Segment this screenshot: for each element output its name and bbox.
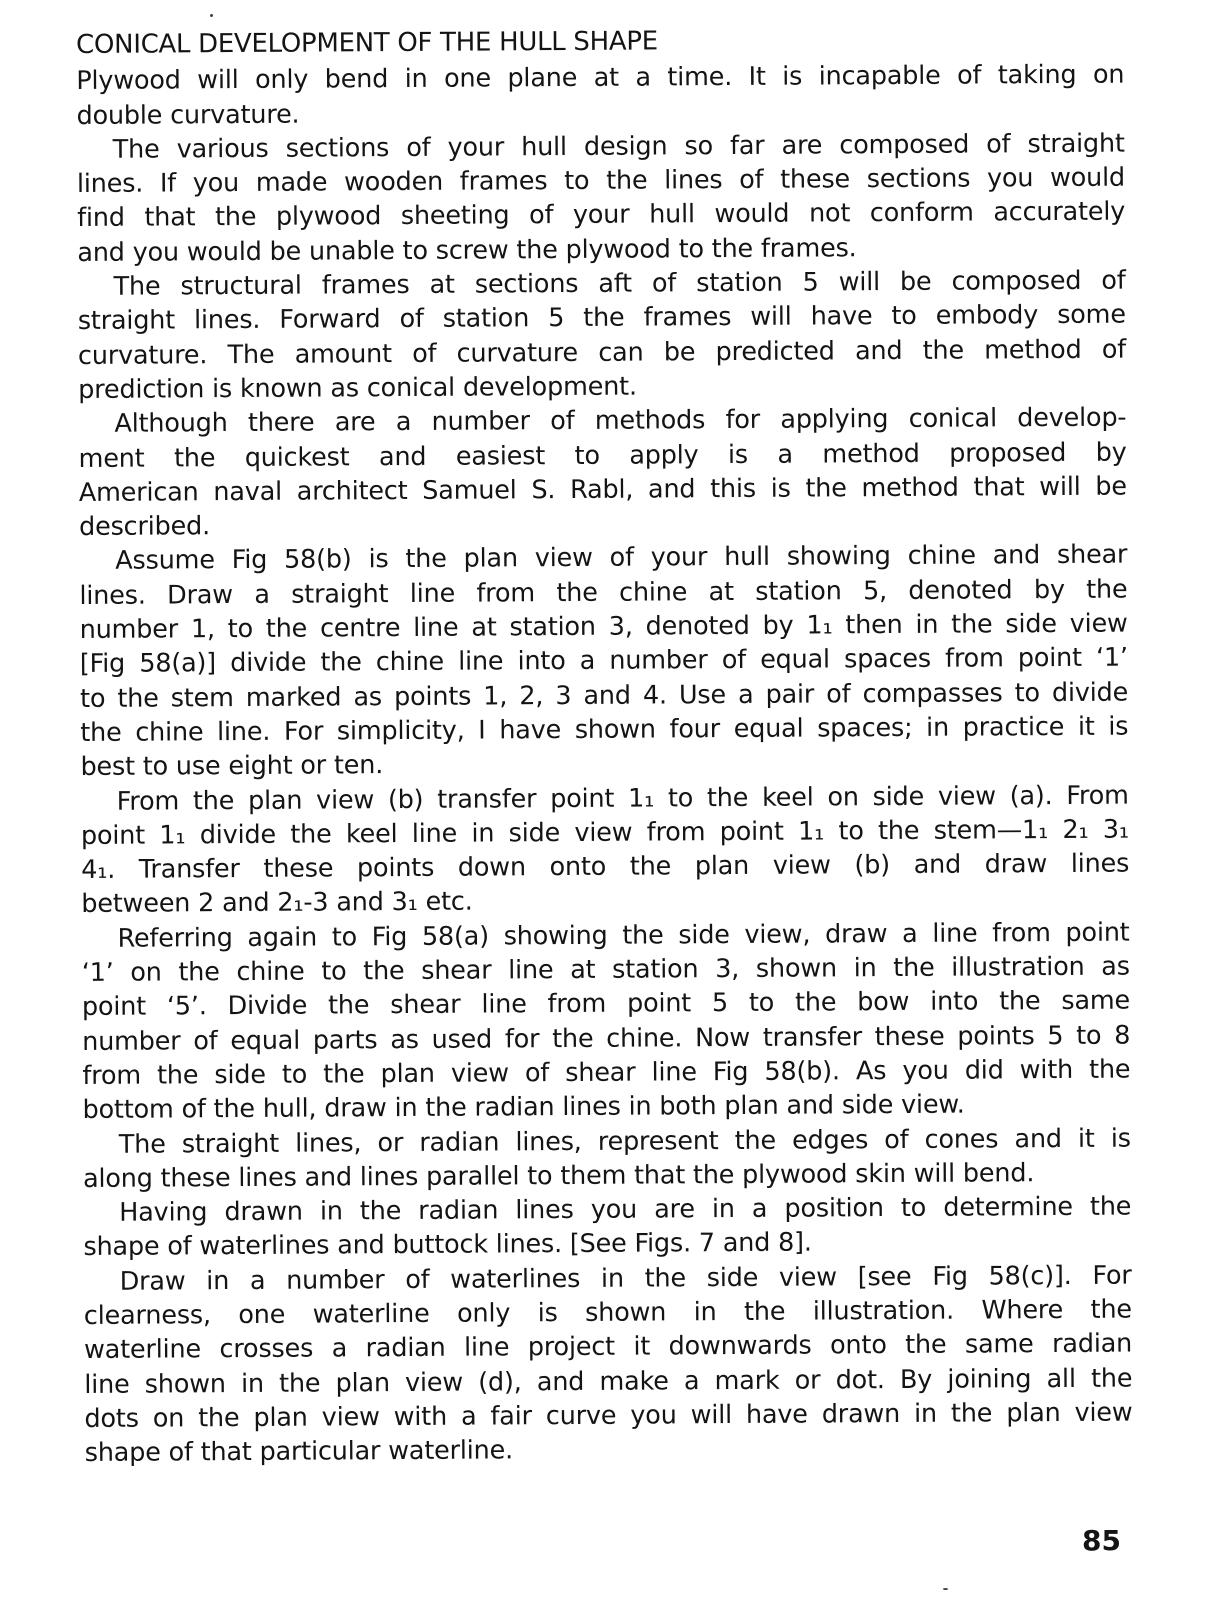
text-line: find that the plywood sheeting of your hull would not conform accurately (77, 197, 1126, 234)
text-line: lines. Draw a straight line from the chine at station 5, denoted by the (79, 574, 1128, 611)
text-line: from the side to the plan view of shear line Fig 58(b). As you did with the (82, 1054, 1131, 1091)
text-line: point 1₁ divide the keel line in side view from point 1₁ to the stem—1₁ 2₁ 3₁ (80, 814, 1130, 851)
paragraph (84, 1258, 1133, 1470)
section-heading: CONICAL DEVELOPMENT OF THE HULL SHAPE (76, 26, 658, 60)
text-line: Draw in a number of waterlines in the side view [see Fig 58(c)]. For (119, 1260, 1132, 1297)
text-line: Plywood will only bend in one plane at a time. It is incapable of taking on (76, 59, 1125, 97)
paragraphs (76, 58, 1133, 1471)
text-line: The structural frames at sections aft of station 5 will be composed of (113, 265, 1126, 302)
text-line: between 2 and 2₁-3 and 3₁ etc. (81, 887, 473, 920)
text-line: 4₁. Transfer these points down onto the plan view (b) and draw lines (81, 848, 1130, 886)
text-line: Referring again to Fig 58(a) showing the side view, draw a line from point (117, 917, 1130, 954)
text-line: Although there are a number of methods for applying conical develop- (114, 402, 1127, 440)
text-line: double curvature. (76, 99, 300, 131)
text-line: described. (78, 511, 211, 543)
text-line: waterline crosses a radian line project it downwards onto the same radian (83, 1328, 1133, 1366)
text-line: dots on the plan view with a fair curve you will have drawn in the plan view (84, 1397, 1133, 1434)
text-line: number 1, to the centre line at station 3, denoted by 1₁ then in the side view (79, 608, 1128, 646)
text-line: American naval architect Samuel S. Rabl, and this is the method that will be (78, 471, 1127, 508)
text-line: Assume Fig 58(b) is the plan view of your hull showing chine and shear (115, 540, 1128, 577)
scan-speck (210, 14, 213, 17)
text-line: Having drawn in the radian lines you are in a position to determine the (119, 1191, 1132, 1228)
text-line: ment the quickest and easiest to apply is a method proposed by (78, 437, 1127, 474)
text-line: bottom of the hull, draw in the radian lines in both plan and side view. (82, 1089, 965, 1126)
text-line: From the plan view (b) transfer point 1₁ to the keel on side view (a). From (116, 780, 1129, 817)
paragraph (78, 401, 1127, 545)
text-line: number of equal parts as used for the chine. Now transfer these points 5 to 8 (82, 1020, 1131, 1057)
page-body (76, 22, 1133, 1471)
text-line: shape of that particular waterline. (84, 1435, 514, 1469)
text-line: best to use eight or ten. (80, 750, 384, 783)
text-line: point ‘5’. Divide the shear line from point 5 to the bow into the same (81, 985, 1131, 1023)
paragraph (77, 264, 1126, 408)
text-line: clearness, one waterline only is shown in the illustration. Where the (83, 1294, 1132, 1331)
text-line: curvature. The amount of curvature can be predicted and the method of (77, 334, 1127, 371)
paragraph (77, 126, 1126, 270)
text-line: the chine line. For simplicity, I have shown four equal spaces; in practice it is (80, 711, 1129, 748)
paragraph (76, 58, 1124, 133)
text-line: prediction is known as conical development. (78, 371, 637, 405)
text-line: [Fig 58(a)] divide the chine line into a number of equal spaces from point ‘1’ (79, 642, 1128, 680)
text-line: line shown in the plan view (d), and make a mark or dot. By joining all the (84, 1363, 1133, 1400)
text-line: and you would be unable to screw the plywood to the frames. (77, 233, 857, 268)
text-line: lines. If you made wooden frames to the lines of these sections you would (76, 162, 1126, 200)
text-line: straight lines. Forward of station 5 the frames will have to embody some (77, 299, 1126, 337)
text-line: The various sections of your hull design so far are composed of straight (112, 128, 1125, 165)
text-line: The straight lines, or radian lines, represent the edges of cones and it is (118, 1123, 1131, 1160)
text-line: shape of waterlines and buttock lines. [See Figs. 7 and 8]. (83, 1227, 812, 1263)
paragraph (81, 915, 1130, 1127)
paragraph (81, 778, 1130, 922)
paragraph (79, 538, 1128, 784)
text-line: along these lines and lines parallel to them that the plywood skin will bend. (82, 1157, 1035, 1194)
scan-speck (943, 1588, 948, 1590)
paragraph (83, 1190, 1131, 1265)
paragraph (83, 1121, 1131, 1196)
page-number: 85 (1082, 1524, 1121, 1557)
text-line: to the stem marked as points 1, 2, 3 and 4. Use a pair of compasses to divide (80, 677, 1129, 714)
text-line: ‘1’ on the chine to the shear line at station 3, shown in the illustration as (81, 951, 1130, 988)
